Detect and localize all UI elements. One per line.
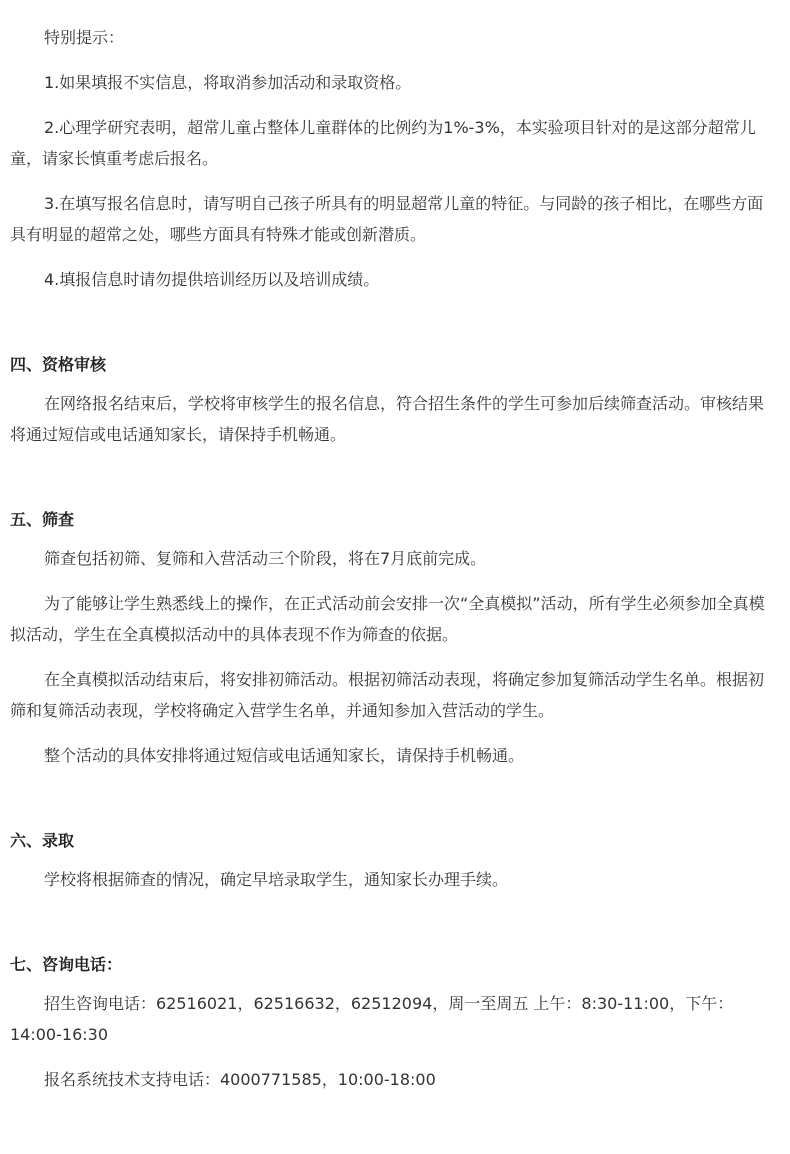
section-heading-qualification-review: 四、资格审核 — [10, 355, 107, 374]
notice-title: 特别提示： — [44, 28, 125, 47]
enrollment-phone-paragraph: 招生咨询电话：62516021，62516632，62512094，周一至周五 上午：8:30-11:00，下午：14:00-16:30 — [10, 994, 734, 1044]
notice-item-4: 4.填报信息时请勿提供培训经历以及培训成绩。 — [44, 270, 380, 289]
screening-paragraph-1: 筛查包括初筛、复筛和入营活动三个阶段，将在7月底前完成。 — [44, 549, 487, 568]
notice-item-2: 2.心理学研究表明，超常儿童占整体儿童群体的比例约为1%-3%，本实验项目针对的是这部分超常儿童，请家长慎重考虑后报名。 — [10, 118, 756, 168]
tech-support-phone-paragraph: 报名系统技术支持电话：4000771585，10:00-18:00 — [44, 1070, 436, 1089]
screening-paragraph-4: 整个活动的具体安排将通过短信或电话通知家长，请保持手机畅通。 — [44, 746, 525, 765]
notice-item-1: 1.如果填报不实信息，将取消参加活动和录取资格。 — [44, 73, 412, 92]
section-heading-contact-phone: 七、咨询电话： — [10, 955, 123, 974]
screening-paragraph-3: 在全真模拟活动结束后，将安排初筛活动。根据初筛活动表现，将确定参加复筛活动学生名单。根据初筛和复筛活动表现，学校将确定入营学生名单，并通知参加入营活动的学生。 — [10, 670, 765, 720]
notice-item-3: 3.在填写报名信息时，请写明自己孩子所具有的明显超常儿童的特征。与同龄的孩子相比，在哪些方面具有明显的超常之处，哪些方面具有特殊才能或创新潜质。 — [10, 194, 764, 244]
screening-paragraph-2: 为了能够让学生熟悉线上的操作，在正式活动前会安排一次“全真模拟”活动，所有学生必须参加全真模拟活动，学生在全真模拟活动中的具体表现不作为筛查的依据。 — [10, 594, 765, 644]
document-body — [10, 22, 770, 1095]
section-heading-admission: 六、录取 — [10, 831, 75, 850]
qualification-review-paragraph: 在网络报名结束后，学校将审核学生的报名信息，符合招生条件的学生可参加后续筛查活动。审核结果将通过短信或电话通知家长，请保持手机畅通。 — [10, 394, 765, 444]
admission-paragraph: 学校将根据筛查的情况，确定早培录取学生，通知家长办理手续。 — [44, 870, 509, 889]
section-heading-screening: 五、筛查 — [10, 510, 75, 529]
